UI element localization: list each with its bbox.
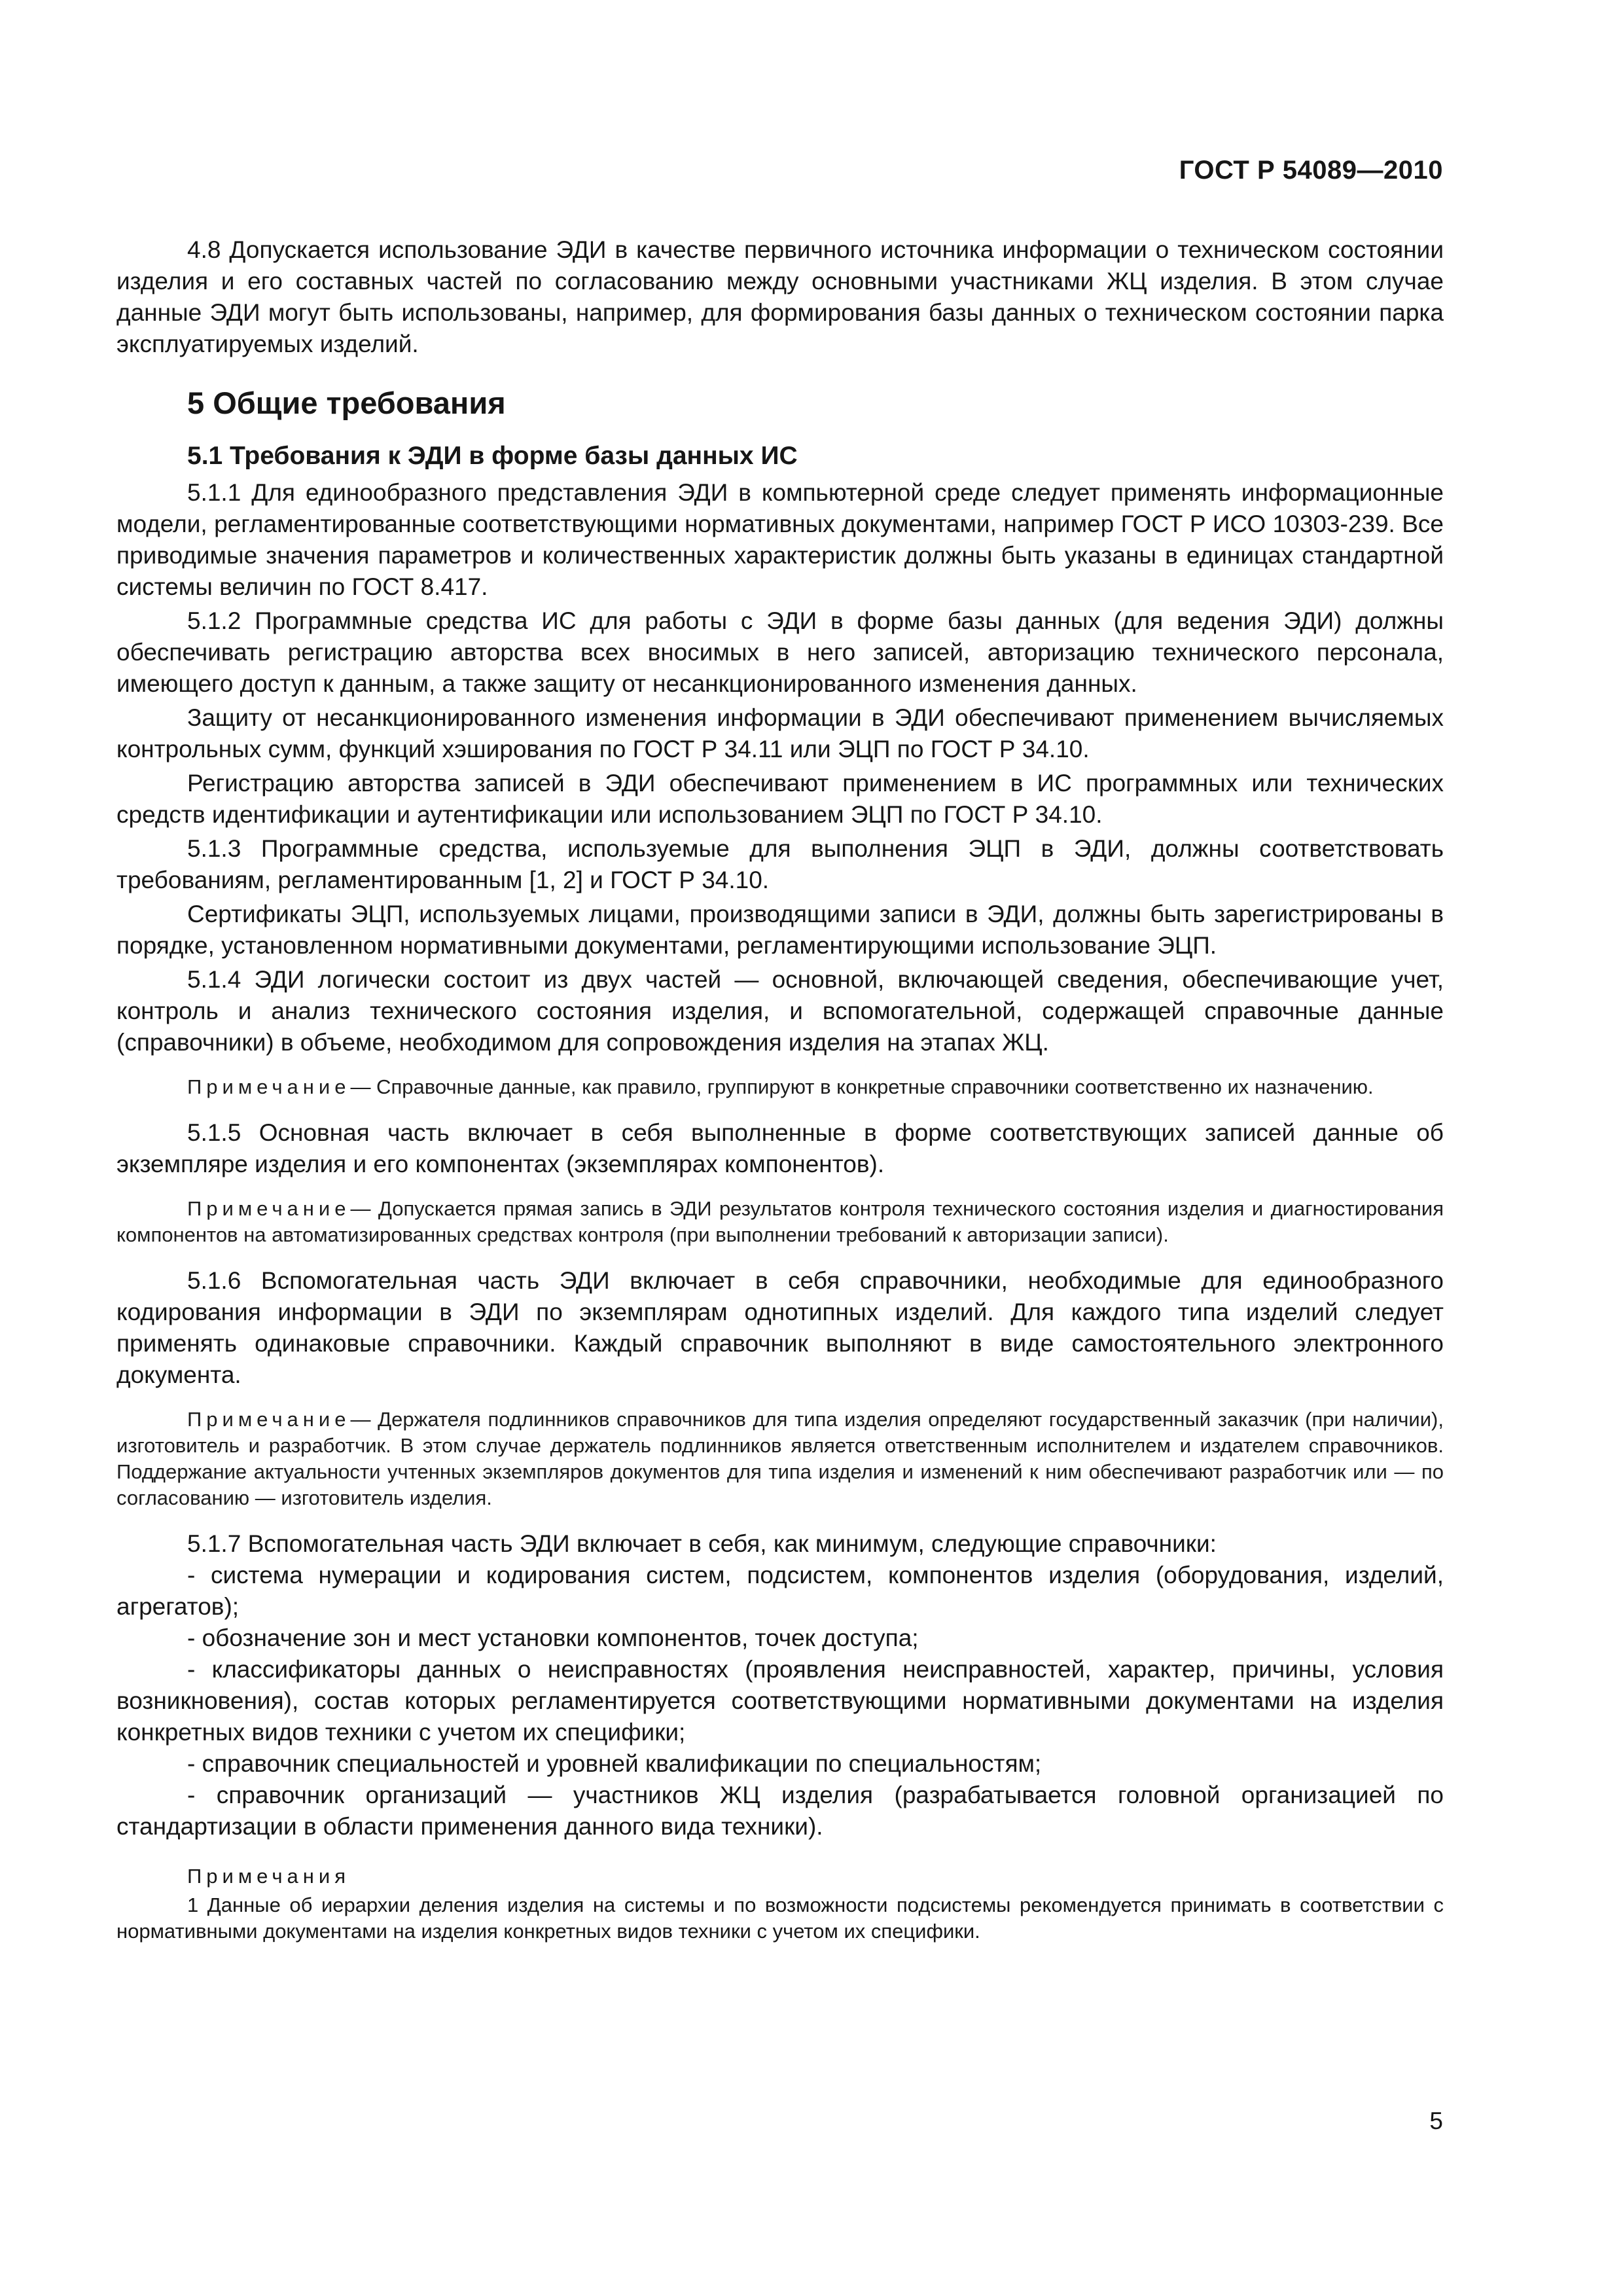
note-3 (116, 1407, 1444, 1511)
note-2-text: — Допускается прямая запись в ЭДИ результатов контроля технического состояния изделия и диагностирования компонентов на автоматизированных средствах контроля (при выполнении требований к авторизации записи). (116, 1197, 1444, 1246)
standard-designation: ГОСТ Р 54089—2010 (1179, 156, 1443, 185)
note-3-text: — Держателя подлинников справочников для типа изделия определяют государственный заказчик (при наличии), изготовитель и разработчик. В этом случае держатель подлинников является ответственным исполнителем и издателем справочников. Поддержание актуальности учтенных экземпляров документов для типа изделия и изменений к ним обеспечивают разработчик или — по согласованию — изготовитель изделия. (116, 1408, 1444, 1509)
section-5-title: 5 Общие требования (187, 386, 506, 420)
paragraph-5-1-4: 5.1.4 ЭДИ логически состоит из двух частей — основной, включающей сведения, обеспечивающие учет, контроль и анализ технического состояния изделия, и вспомогательной, содержащей справочные данные (справочники) в объеме, необходимом для сопровождения изделия на этапах ЖЦ. (116, 966, 1444, 1056)
note-label: Примечание (187, 1197, 351, 1220)
list-item: - справочник специальностей и уровней квалификации по специальностям; (187, 1750, 1042, 1777)
paragraph-5-1-2: 5.1.2 Программные средства ИС для работы с ЭДИ в форме базы данных (для ведения ЭДИ) должны обеспечивать регистрацию авторства всех вносимых в него записей, авторизацию технического персонала, имеющего доступ к данным, а также защиту от несанкционированного изменения данных. (116, 607, 1444, 697)
paragraph-5-1-1: 5.1.1 Для единообразного представления ЭДИ в компьютерной среде следует применять информационные модели, регламентированные соответствующими нормативных документами, например ГОСТ Р ИСО 10303-239. Все приводимые значения параметров и количественных характеристик должны быть указаны в единицах стандартной системы величин по ГОСТ 8.417. (116, 479, 1444, 600)
note-label: Примечание (187, 1075, 351, 1098)
paragraph-5-1-7: 5.1.7 Вспомогательная часть ЭДИ включает в себя, как минимум, следующие справочники: (187, 1530, 1217, 1557)
paragraph-certificates: Сертификаты ЭЦП, используемых лицами, производящими записи в ЭДИ, должны быть зарегистрированы в порядке, установленном нормативными документами, регламентирующими использование ЭЦП. (116, 901, 1444, 959)
paragraph-5-1-3: 5.1.3 Программные средства, используемые для выполнения ЭЦП в ЭДИ, должны соответствовать требованиям, регламентированным [1, 2] и ГОСТ Р 34.10. (116, 835, 1444, 893)
paragraph-5-1-5: 5.1.5 Основная часть включает в себя выполненные в форме соответствующих записей данные об экземпляре изделия и его компонентах (экземплярах компонентов). (116, 1119, 1444, 1177)
notes-title: Примечания (187, 1865, 350, 1888)
note-1-text: — Справочные данные, как правило, группируют в конкретные справочники соответственно их назначению. (350, 1075, 1374, 1098)
note-label: Примечание (187, 1408, 351, 1431)
paragraph-5-1-6: 5.1.6 Вспомогательная часть ЭДИ включает в себя справочники, необходимые для единообразного кодирования информации в ЭДИ по экземплярам однотипных изделий. Для каждого типа изделий следует применять одинаковые справочники. Каждый справочник выполняют в виде самостоятельного электронного документа. (116, 1267, 1444, 1388)
list-item: - классификаторы данных о неисправностях (проявления неисправностей, характер, причины, условия возникновения), состав которых регламентируется соответствующими нормативными документами на изделия конкретных видов техники с учетом их специфики; (116, 1656, 1444, 1746)
page-number: 5 (1429, 2108, 1443, 2134)
page-content (116, 234, 1444, 1945)
paragraph-4-8: 4.8 Допускается использование ЭДИ в качестве первичного источника информации о техническом состоянии изделия и его составных частей по согласованию между основными участниками ЖЦ изделия. В этом случае данные ЭДИ могут быть использованы, например, для формирования базы данных о техническом состоянии парка эксплуатируемых изделий. (116, 236, 1444, 357)
subsection-5-1-title: 5.1 Требования к ЭДИ в форме базы данных ИС (187, 442, 798, 470)
paragraph-protection: Защиту от несанкционированного изменения информации в ЭДИ обеспечивают применением вычисляемых контрольных сумм, функций хэширования по ГОСТ Р 34.11 или ЭЦП по ГОСТ Р 34.10. (116, 704, 1444, 762)
note-1 (116, 1074, 1444, 1100)
list-item: - справочник организаций — участников ЖЦ изделия (разрабатывается головной организацией по стандартизации в области применения данного вида техники). (116, 1782, 1444, 1840)
paragraph-authorship: Регистрацию авторства записей в ЭДИ обеспечивают применением в ИС программных или технических средств идентификации и аутентификации или использованием ЭЦП по ГОСТ Р 34.10. (116, 770, 1444, 828)
notes-item-1: 1 Данные об иерархии деления изделия на системы и по возможности подсистемы рекомендуется принимать в соответствии с нормативными документами на изделия конкретных видов техники с учетом их специфики. (116, 1893, 1444, 1943)
note-2 (116, 1196, 1444, 1248)
list-item: - система нумерации и кодирования систем, подсистем, компонентов изделия (оборудования, изделий, агрегатов); (116, 1562, 1444, 1620)
list-item: - обозначение зон и мест установки компонентов, точек доступа; (187, 1624, 919, 1651)
